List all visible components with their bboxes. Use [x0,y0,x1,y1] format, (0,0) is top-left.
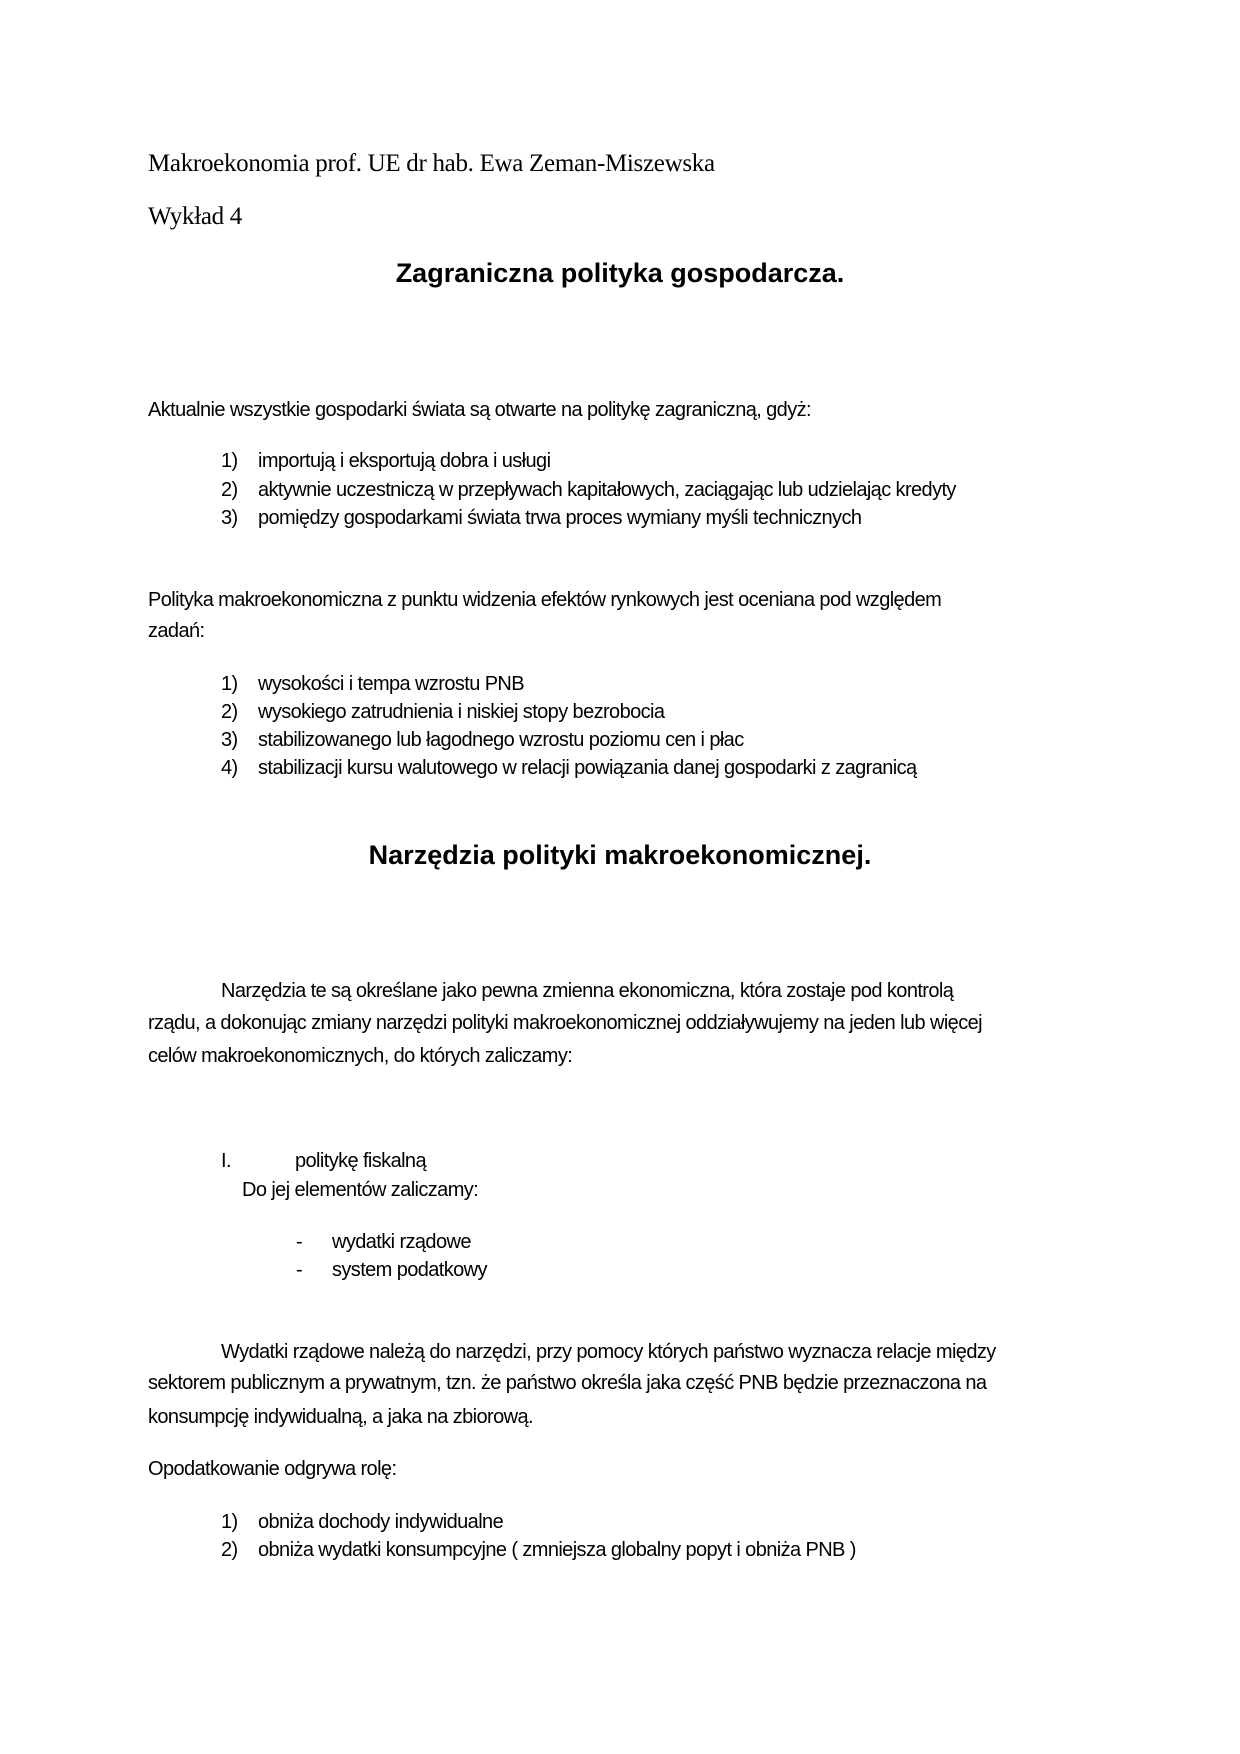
course-header: Makroekonomia prof. UE dr hab. Ewa Zeman-Miszewska [148,150,715,177]
paragraph-line: Narzędzia te są określane jako pewna zmienna ekonomiczna, która zostaje pod kontrolą [221,980,954,1002]
intro-text: Aktualnie wszystkie gospodarki świata są otwarte na politykę zagraniczną, gdyż: [148,399,811,421]
lecture-number: Wykład 4 [148,203,242,230]
paragraph-line: rządu, a dokonując zmiany narzędzi polityki makroekonomicznej oddziaływujemy na jeden lub więcej [148,1012,982,1034]
list-item: obniża dochody indywidualne [258,1511,504,1533]
list-item: wysokości i tempa wzrostu PNB [258,673,525,695]
roman-item: politykę fiskalną [295,1150,426,1172]
list-item: system podatkowy [332,1259,487,1281]
list-number: 2) [221,701,238,723]
paragraph-line: celów makroekonomicznych, do których zaliczamy: [148,1045,573,1067]
list-item: stabilizowanego lub łagodnego wzrostu poziomu cen i płac [258,729,744,751]
tax-intro: Opodatkowanie odgrywa rolę: [148,1458,397,1480]
list-item: importują i eksportują dobra i usługi [258,450,551,472]
list-item: wysokiego zatrudnienia i niskiej stopy bezrobocia [258,701,665,723]
section-title-tools: Narzędzia polityki makroekonomicznej. [368,840,872,870]
bullet-dash: - [296,1231,303,1253]
list-number: 2) [221,1539,238,1561]
section-title-foreign-policy: Zagraniczna polityka gospodarcza. [395,258,845,288]
bullet-dash: - [296,1259,303,1281]
policy-text-line: zadań: [148,620,205,642]
list-number: 1) [221,1511,238,1533]
list-number: 2) [221,479,238,501]
paragraph-line: Wydatki rządowe należą do narzędzi, przy pomocy których państwo wyznacza relacje między [221,1341,996,1363]
list-number: 1) [221,450,238,472]
list-item: stabilizacji kursu walutowego w relacji powiązania danej gospodarki z zagranicą [258,757,917,779]
paragraph-line: konsumpcję indywidualną, a jaka na zbiorową. [148,1406,533,1428]
paragraph-line: sektorem publicznym a prywatnym, tzn. że państwo określa jaka część PNB będzie przeznaczona na [148,1372,987,1394]
list-item: wydatki rządowe [332,1231,471,1253]
list-item: aktywnie uczestniczą w przepływach kapitałowych, zaciągając lub udzielając kredyty [258,479,956,501]
list-item: obniża wydatki konsumpcyjne ( zmniejsza globalny popyt i obniża PNB ) [258,1539,856,1561]
list-number: 4) [221,757,238,779]
list-number: 1) [221,673,238,695]
list-item: pomiędzy gospodarkami świata trwa proces wymiany myśli technicznych [258,507,862,529]
roman-numeral: I. [221,1150,231,1172]
list-number: 3) [221,729,238,751]
policy-text-line: Polityka makroekonomiczna z punktu widzenia efektów rynkowych jest oceniana pod względem [148,589,942,611]
list-number: 3) [221,507,238,529]
elements-intro: Do jej elementów zaliczamy: [242,1179,479,1201]
